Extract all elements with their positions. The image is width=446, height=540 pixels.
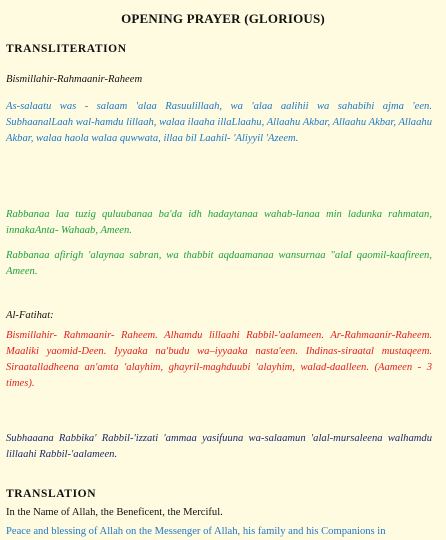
salawat-paragraph: As-salaatu was - salaam 'alaa Rasuulillaah, wa 'alaa aalihii wa sahabihi ajma 'een. SubhaanalLaah wal-hamdu lillaah, walaa ilaaha illaLlaahu, Allaahu Akbar, Allaahu Akbar, Allaahu Akbar, walaa haola walaa quwwata, illaa bil Laahil- 'Aliyyil 'Azeem.: [6, 101, 432, 144]
rabbana-paragraph-2: Rabbanaa afirigh 'alaynaa sabran, wa thabbit aqdaamanaa wansurnaa "alaI qaomil-kaafireen, Ameen.: [6, 250, 432, 277]
transliteration-heading: TRANSLITERATION: [6, 43, 127, 55]
translation-line-2: Peace and blessing of Allah on the Messenger of Allah, his family and his Companions in: [6, 526, 386, 537]
page-title: OPENING PRAYER (GLORIOUS): [121, 11, 325, 26]
translation-line-1: In the Name of Allah, the Beneficent, the Merciful.: [6, 507, 223, 518]
subhana-paragraph: Subhaaana Rabbika' Rabbil-'izzati 'ammaa yasifuuna wa-salaamun 'alal-mursaleena walhamdu lillaahi Rabbil-'aalameen.: [6, 433, 432, 460]
fatihah-label: Al-Fatihat:: [6, 310, 54, 321]
rabbana-paragraph-1: Rabbanaa laa tuzig quluubanaa ba'da idh hadaytanaa wahab-lanaa min ladunka rahmatan, innakaAnta- Wahaab, Ameen.: [6, 209, 432, 236]
translation-heading: TRANSLATION: [6, 488, 97, 500]
bismillah-line: Bismillahir-Rahmaanir-Raheem: [6, 74, 143, 85]
fatihah-paragraph: Bismillahir- Rahmaanir- Raheem. Alhamdu lillaahi Rabbil-'aalameen. Ar-Rahmaanir-Raheem. Maaliki yaomid-Deen. Iyyaaka na'budu wa–iyyaaka nasta'een. Ihdinas-siraatal mustaqeem. Siraatalladheena an'amta 'alayhim, ghayril-maghduubi 'alayhim, walad-daalleen. (Aameen - 3 times).: [6, 330, 432, 389]
